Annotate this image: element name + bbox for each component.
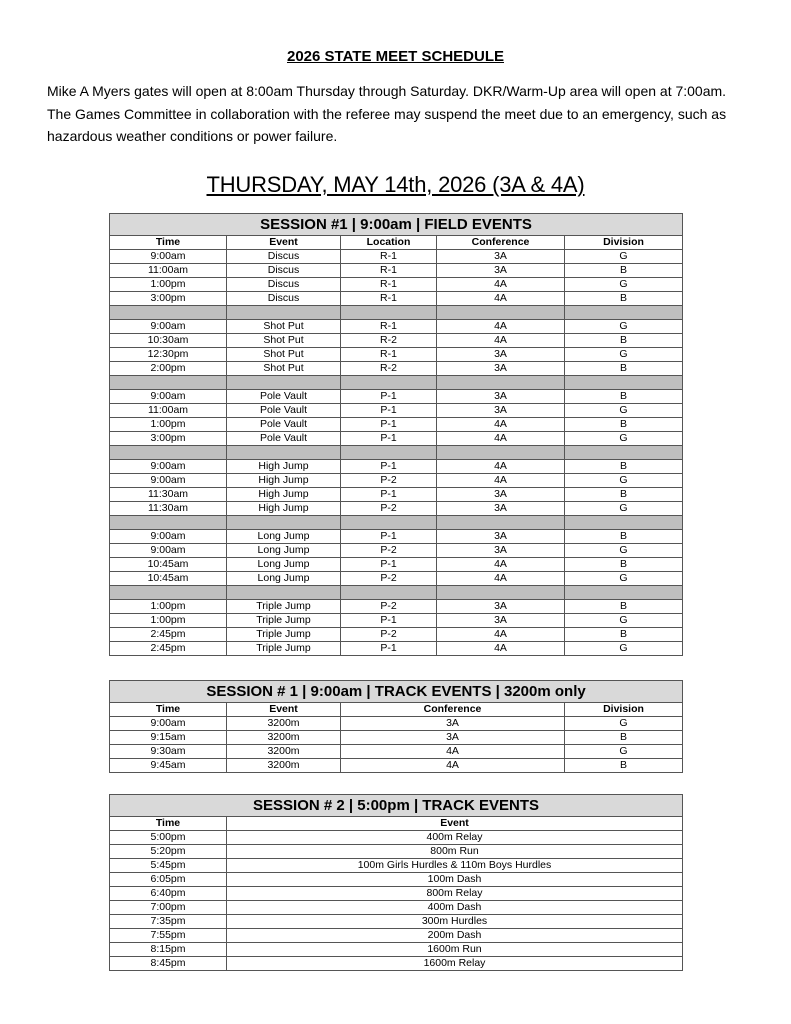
table-cell: 4A	[437, 474, 565, 488]
table-cell: G	[565, 250, 683, 264]
table-cell: 800m Run	[227, 845, 683, 859]
table-cell: 3A	[437, 362, 565, 376]
separator-cell	[565, 586, 683, 600]
separator-cell	[565, 446, 683, 460]
table-cell: 9:15am	[110, 731, 227, 745]
table-cell: R-1	[341, 292, 437, 306]
table-cell: G	[565, 544, 683, 558]
table-cell: 1600m Relay	[227, 957, 683, 971]
separator-cell	[110, 376, 227, 390]
table-row	[110, 600, 683, 614]
table-cell: 200m Dash	[227, 929, 683, 943]
table-cell: 2:45pm	[110, 628, 227, 642]
table-cell: 11:30am	[110, 502, 227, 516]
table-cell: 9:00am	[110, 460, 227, 474]
table-cell: B	[565, 628, 683, 642]
table-cell: P-1	[341, 488, 437, 502]
table-cell: R-1	[341, 278, 437, 292]
table-cell: P-2	[341, 600, 437, 614]
table-row	[110, 250, 683, 264]
separator-cell	[341, 306, 437, 320]
session-heading: SESSION # 1 | 9:00am | TRACK EVENTS | 3200m only	[110, 681, 683, 703]
separator-cell	[110, 516, 227, 530]
column-header-time: Time	[110, 817, 227, 831]
table-cell: 6:05pm	[110, 873, 227, 887]
table-cell: 1:00pm	[110, 418, 227, 432]
table-cell: 1600m Run	[227, 943, 683, 957]
column-header-event: Event	[227, 817, 683, 831]
table-row	[110, 887, 683, 901]
table-row	[110, 859, 683, 873]
table-row	[110, 362, 683, 376]
separator-cell	[110, 306, 227, 320]
table-cell: 4A	[437, 320, 565, 334]
separator-cell	[565, 306, 683, 320]
table-cell: 10:30am	[110, 334, 227, 348]
separator-cell	[437, 516, 565, 530]
separator-cell	[227, 376, 341, 390]
table-cell: 7:35pm	[110, 915, 227, 929]
column-header-event: Event	[227, 236, 341, 250]
table-cell: G	[565, 572, 683, 586]
table-cell: B	[565, 460, 683, 474]
table-row	[110, 390, 683, 404]
table-cell: High Jump	[227, 474, 341, 488]
table-cell: G	[565, 348, 683, 362]
table-cell: Long Jump	[227, 544, 341, 558]
table-cell: B	[565, 264, 683, 278]
table-cell: P-2	[341, 628, 437, 642]
table-cell: 9:00am	[110, 530, 227, 544]
table-cell: 1:00pm	[110, 614, 227, 628]
table-cell: 3A	[437, 544, 565, 558]
table-cell: 9:00am	[110, 390, 227, 404]
table-cell: 400m Relay	[227, 831, 683, 845]
table-row	[110, 544, 683, 558]
table-cell: 3A	[437, 404, 565, 418]
table-cell: P-1	[341, 460, 437, 474]
table-cell: 3A	[437, 600, 565, 614]
table-row	[110, 873, 683, 887]
table-cell: 4A	[437, 572, 565, 586]
table-cell: G	[565, 745, 683, 759]
table-cell: P-2	[341, 502, 437, 516]
table-cell: 11:30am	[110, 488, 227, 502]
separator-cell	[565, 376, 683, 390]
table-cell: 4A	[437, 418, 565, 432]
table-cell: P-2	[341, 474, 437, 488]
intro-paragraph: Mike A Myers gates will open at 8:00am Thursday through Saturday. DKR/Warm-Up area will open at 7:00am. The Games Committee in collaboration with the referee may suspend the meet due to an emergency, such as hazardous weather conditions or power failure.	[47, 83, 727, 144]
day-heading: THURSDAY, MAY 14th, 2026 (3A & 4A)	[206, 172, 585, 197]
separator-cell	[341, 586, 437, 600]
table-row	[110, 292, 683, 306]
table-cell: Triple Jump	[227, 642, 341, 656]
table-cell: P-1	[341, 614, 437, 628]
table-cell: 3200m	[227, 759, 341, 773]
table-cell: 3A	[437, 390, 565, 404]
table-cell: Triple Jump	[227, 628, 341, 642]
table-row	[110, 404, 683, 418]
column-header-conference: Conference	[437, 236, 565, 250]
table-cell: R-2	[341, 334, 437, 348]
table-cell: 5:20pm	[110, 845, 227, 859]
session-heading: SESSION # 2 | 5:00pm | TRACK EVENTS	[110, 795, 683, 817]
group-separator-row	[110, 446, 683, 460]
table-cell: 11:00am	[110, 264, 227, 278]
table-row	[110, 488, 683, 502]
separator-cell	[227, 446, 341, 460]
table-row	[110, 845, 683, 859]
session-heading: SESSION #1 | 9:00am | FIELD EVENTS	[110, 214, 683, 236]
column-header-location: Location	[341, 236, 437, 250]
separator-cell	[227, 516, 341, 530]
table-cell: B	[565, 488, 683, 502]
table-cell: 3:00pm	[110, 292, 227, 306]
table-row	[110, 831, 683, 845]
table-cell: 300m Hurdles	[227, 915, 683, 929]
table-row	[110, 943, 683, 957]
table-cell: Long Jump	[227, 558, 341, 572]
table-cell: Shot Put	[227, 320, 341, 334]
table-cell: 5:00pm	[110, 831, 227, 845]
table-cell: G	[565, 320, 683, 334]
separator-cell	[341, 446, 437, 460]
table-cell: 8:45pm	[110, 957, 227, 971]
table-cell: 7:55pm	[110, 929, 227, 943]
session2-track-events-table	[109, 794, 683, 971]
table-cell: R-2	[341, 362, 437, 376]
separator-cell	[227, 306, 341, 320]
table-cell: 3A	[341, 717, 565, 731]
table-cell: B	[565, 558, 683, 572]
separator-cell	[437, 586, 565, 600]
table-cell: P-1	[341, 418, 437, 432]
table-cell: B	[565, 530, 683, 544]
table-cell: 4A	[437, 292, 565, 306]
table-cell: 3200m	[227, 745, 341, 759]
table-cell: 4A	[341, 745, 565, 759]
table-cell: P-2	[341, 544, 437, 558]
page-title: 2026 STATE MEET SCHEDULE	[287, 48, 504, 65]
table-cell: 4A	[437, 642, 565, 656]
table-row	[110, 530, 683, 544]
table-row	[110, 628, 683, 642]
table-cell: 3A	[437, 614, 565, 628]
table-cell: Discus	[227, 292, 341, 306]
table-cell: G	[565, 717, 683, 731]
table-cell: B	[565, 292, 683, 306]
table-cell: Pole Vault	[227, 404, 341, 418]
table-cell: B	[565, 362, 683, 376]
table-cell: Triple Jump	[227, 600, 341, 614]
table-cell: 3A	[437, 502, 565, 516]
separator-cell	[341, 516, 437, 530]
table-row	[110, 614, 683, 628]
table-cell: 6:40pm	[110, 887, 227, 901]
table-cell: G	[565, 432, 683, 446]
column-header-division: Division	[565, 703, 683, 717]
table-row	[110, 348, 683, 362]
table-cell: 4A	[437, 278, 565, 292]
table-cell: B	[565, 600, 683, 614]
table-row	[110, 278, 683, 292]
table-cell: Triple Jump	[227, 614, 341, 628]
table-cell: P-2	[341, 572, 437, 586]
table-cell: 3A	[437, 530, 565, 544]
table-cell: 10:45am	[110, 572, 227, 586]
group-separator-row	[110, 516, 683, 530]
table-row	[110, 334, 683, 348]
table-cell: 100m Girls Hurdles & 110m Boys Hurdles	[227, 859, 683, 873]
session1-field-events-table	[109, 213, 683, 656]
table-cell: G	[565, 278, 683, 292]
table-cell: 800m Relay	[227, 887, 683, 901]
column-header-time: Time	[110, 236, 227, 250]
table-cell: Discus	[227, 278, 341, 292]
separator-cell	[437, 446, 565, 460]
table-cell: B	[565, 731, 683, 745]
table-cell: P-1	[341, 390, 437, 404]
separator-cell	[110, 586, 227, 600]
table-row	[110, 418, 683, 432]
table-row	[110, 460, 683, 474]
table-row	[110, 717, 683, 731]
table-cell: Shot Put	[227, 362, 341, 376]
table-cell: 4A	[437, 432, 565, 446]
table-cell: Long Jump	[227, 530, 341, 544]
separator-cell	[341, 376, 437, 390]
group-separator-row	[110, 586, 683, 600]
session1-track-events-table	[109, 680, 683, 773]
table-row	[110, 929, 683, 943]
column-header-division: Division	[565, 236, 683, 250]
group-separator-row	[110, 376, 683, 390]
table-row	[110, 642, 683, 656]
table-cell: G	[565, 642, 683, 656]
table-cell: 3A	[437, 348, 565, 362]
table-cell: 7:00pm	[110, 901, 227, 915]
table-cell: Pole Vault	[227, 390, 341, 404]
table-cell: 4A	[341, 759, 565, 773]
table-row	[110, 264, 683, 278]
table-cell: High Jump	[227, 460, 341, 474]
table-cell: 1:00pm	[110, 278, 227, 292]
table-cell: G	[565, 404, 683, 418]
table-cell: 3A	[437, 264, 565, 278]
table-cell: P-1	[341, 404, 437, 418]
table-cell: Discus	[227, 264, 341, 278]
separator-cell	[437, 306, 565, 320]
table-cell: Pole Vault	[227, 432, 341, 446]
table-cell: R-1	[341, 264, 437, 278]
table-cell: G	[565, 502, 683, 516]
table-row	[110, 731, 683, 745]
table-cell: 4A	[437, 628, 565, 642]
table-cell: 8:15pm	[110, 943, 227, 957]
table-cell: 11:00am	[110, 404, 227, 418]
table-cell: 9:00am	[110, 474, 227, 488]
table-cell: G	[565, 614, 683, 628]
table-cell: Shot Put	[227, 348, 341, 362]
table-cell: 100m Dash	[227, 873, 683, 887]
table-row	[110, 759, 683, 773]
separator-cell	[565, 516, 683, 530]
table-row	[110, 558, 683, 572]
table-cell: 4A	[437, 460, 565, 474]
table-cell: Shot Put	[227, 334, 341, 348]
table-cell: P-1	[341, 558, 437, 572]
group-separator-row	[110, 306, 683, 320]
table-cell: G	[565, 474, 683, 488]
table-row	[110, 957, 683, 971]
column-header-event: Event	[227, 703, 341, 717]
table-row	[110, 432, 683, 446]
table-cell: B	[565, 759, 683, 773]
table-cell: Long Jump	[227, 572, 341, 586]
table-cell: 2:00pm	[110, 362, 227, 376]
table-cell: 3200m	[227, 731, 341, 745]
separator-cell	[227, 586, 341, 600]
table-row	[110, 572, 683, 586]
table-cell: 10:45am	[110, 558, 227, 572]
table-cell: 9:00am	[110, 544, 227, 558]
separator-cell	[437, 376, 565, 390]
table-cell: High Jump	[227, 488, 341, 502]
table-cell: R-1	[341, 250, 437, 264]
table-cell: 12:30pm	[110, 348, 227, 362]
column-header-conference: Conference	[341, 703, 565, 717]
table-cell: 9:00am	[110, 250, 227, 264]
table-cell: P-1	[341, 642, 437, 656]
table-row	[110, 745, 683, 759]
table-cell: 9:30am	[110, 745, 227, 759]
table-cell: 4A	[437, 558, 565, 572]
table-cell: 3200m	[227, 717, 341, 731]
table-cell: High Jump	[227, 502, 341, 516]
table-cell: 3A	[341, 731, 565, 745]
table-cell: Discus	[227, 250, 341, 264]
table-cell: 3A	[437, 250, 565, 264]
table-cell: 3A	[437, 488, 565, 502]
table-cell: 9:00am	[110, 717, 227, 731]
table-cell: P-1	[341, 432, 437, 446]
table-row	[110, 901, 683, 915]
table-cell: B	[565, 334, 683, 348]
table-row	[110, 474, 683, 488]
table-cell: P-1	[341, 530, 437, 544]
table-cell: 400m Dash	[227, 901, 683, 915]
table-row	[110, 502, 683, 516]
table-row	[110, 915, 683, 929]
table-row	[110, 320, 683, 334]
table-cell: 9:45am	[110, 759, 227, 773]
table-cell: 9:00am	[110, 320, 227, 334]
table-cell: Pole Vault	[227, 418, 341, 432]
table-cell: R-1	[341, 320, 437, 334]
separator-cell	[110, 446, 227, 460]
table-cell: 3:00pm	[110, 432, 227, 446]
column-header-time: Time	[110, 703, 227, 717]
table-cell: B	[565, 390, 683, 404]
table-cell: 1:00pm	[110, 600, 227, 614]
table-cell: 4A	[437, 334, 565, 348]
table-cell: R-1	[341, 348, 437, 362]
table-cell: 5:45pm	[110, 859, 227, 873]
table-cell: B	[565, 418, 683, 432]
table-cell: 2:45pm	[110, 642, 227, 656]
